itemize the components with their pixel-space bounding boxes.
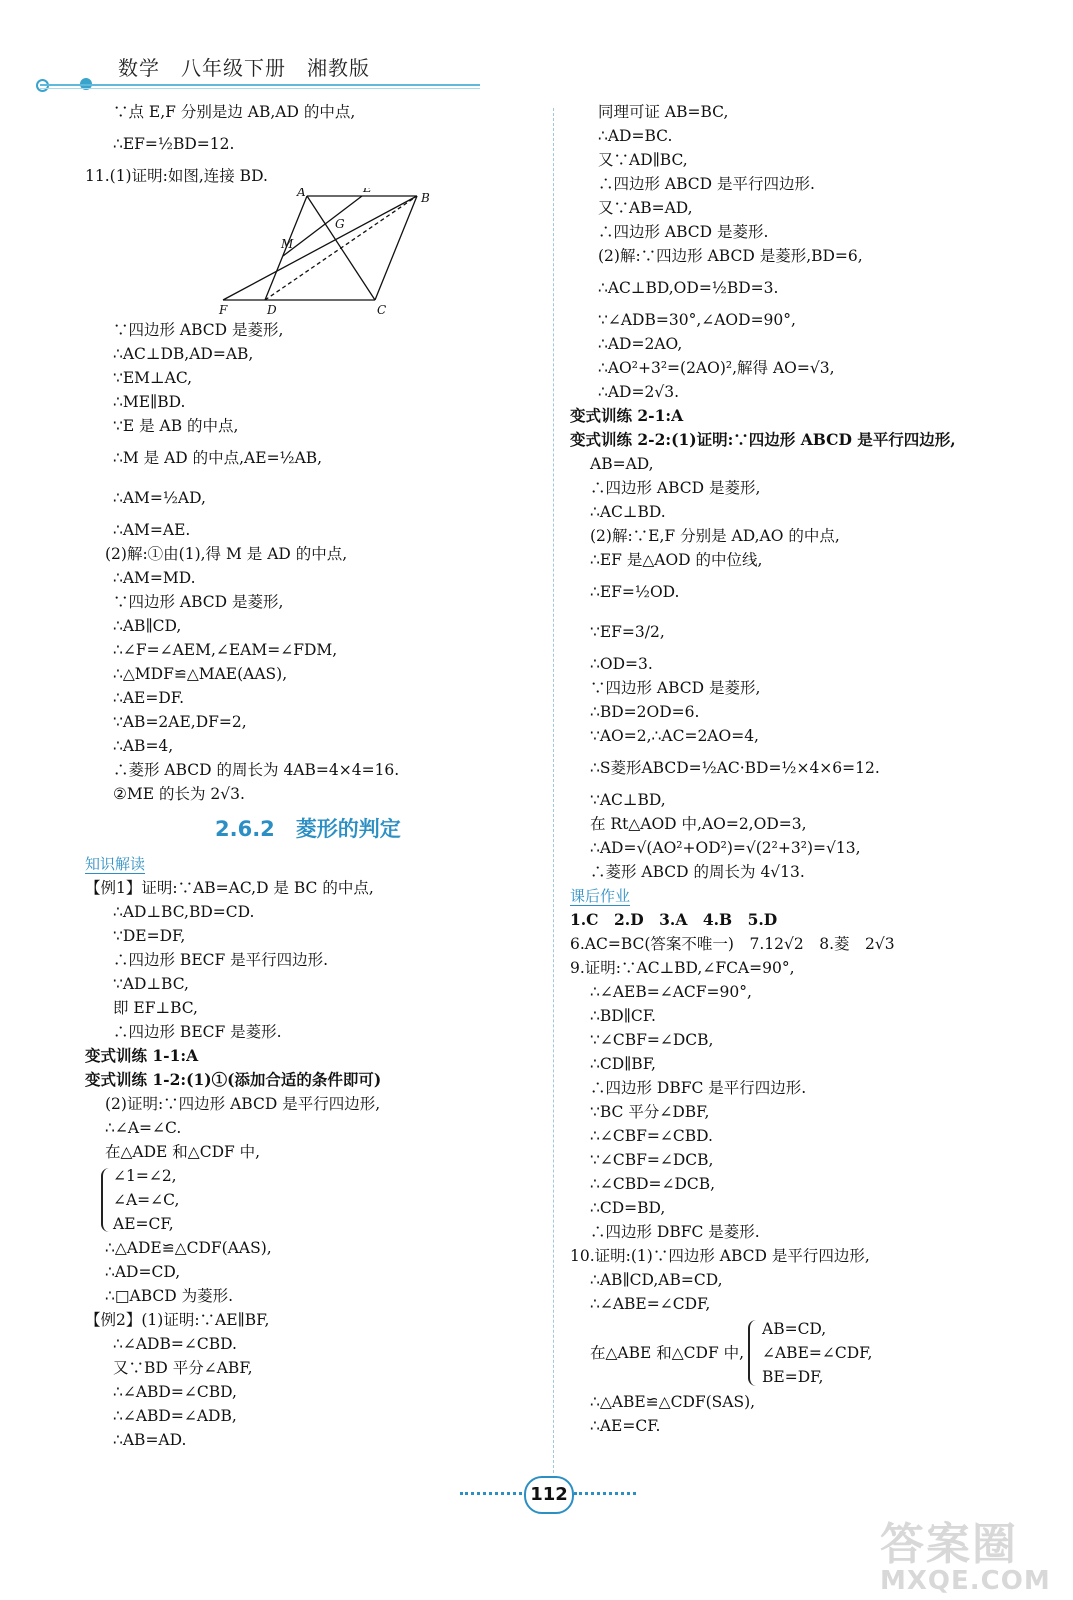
right-column — [570, 100, 1040, 1438]
text-line: ∴S菱形ABCD=½AC·BD=½×4×6=12. — [590, 759, 880, 777]
label-c: C — [377, 303, 387, 317]
text-line: ∴BD=2OD=6. — [590, 703, 700, 721]
text-line: ∴四边形 DBFC 是菱形. — [590, 1223, 760, 1241]
text-line: 10.证明:(1)∵四边形 ABCD 是平行四边形, — [570, 1247, 870, 1265]
subhead-homework — [570, 884, 1040, 908]
text-line: ∴AC⊥BD. — [590, 503, 666, 521]
text-line: ∵AD⊥BC, — [113, 975, 189, 993]
text-line: ∴菱形 ABCD 的周长为 4AB=4×4=16. — [113, 761, 400, 779]
text-line: ∴四边形 ABCD 是菱形, — [590, 479, 761, 497]
brace-line: ∠1=∠2, — [113, 1167, 177, 1185]
text-line: 变式训练 1-1:A — [85, 1046, 199, 1065]
brace-line: AE=CF, — [113, 1215, 174, 1233]
text-line: ∴四边形 DBFC 是平行四边形. — [590, 1079, 807, 1097]
text-line: ∵∠CBF=∠DCB, — [590, 1151, 714, 1169]
text-line: ∴四边形 ABCD 是菱形. — [598, 223, 769, 241]
text-line: 变式训练 2-2:(1)证明:∵四边形 ABCD 是平行四边形, — [570, 430, 956, 449]
text-line: ∴四边形 BECF 是菱形. — [113, 1023, 282, 1041]
text-line: ∴AD=CD, — [105, 1263, 181, 1281]
text-line: ∵四边形 ABCD 是菱形, — [590, 679, 761, 697]
text-line: ∴AB∥CD,AB=CD, — [590, 1271, 723, 1289]
brace-line: AB=CD, — [762, 1320, 827, 1338]
left-column — [85, 100, 545, 1452]
text-line: (2)解:①由(1),得 M 是 AD 的中点, — [105, 545, 348, 563]
text-line: ∴△ADE≌△CDF(AAS), — [105, 1239, 272, 1257]
text-line: AB=AD, — [590, 455, 654, 473]
text-line: ∵EF=3/2, — [590, 623, 665, 641]
text-line: ∴四边形 ABCD 是平行四边形. — [598, 175, 815, 193]
subhead-label: 课后作业 — [570, 887, 631, 905]
brace-line: ∠ABE=∠CDF, — [762, 1344, 873, 1362]
label-f: F — [219, 303, 228, 317]
watermark-logo-text: 答案圈 — [880, 1519, 1018, 1570]
text-line: 又∵BD 平分∠ABF, — [113, 1359, 253, 1377]
brace-mark — [748, 1320, 760, 1386]
text-line: (2)证明:∵四边形 ABCD 是平行四边形, — [105, 1095, 381, 1113]
sas-brace-group — [570, 1316, 1040, 1390]
text-line: ∵AB=2AE,DF=2, — [113, 713, 247, 731]
text-line: ∴四边形 BECF 是平行四边形. — [113, 951, 329, 969]
text-line: ∴AD=BC. — [598, 127, 673, 145]
text-line: ∴AO²+3²=(2AO)²,解得 AO=√3, — [598, 359, 835, 377]
page-footer — [460, 1472, 635, 1516]
text-line: 【例2】(1)证明:∵AE∥BF, — [85, 1311, 270, 1329]
text-line: 即 EF⊥BC, — [113, 999, 198, 1017]
text-line: ∴EF=½BD=12. — [113, 135, 235, 153]
condition-brace — [85, 1164, 545, 1236]
text-line: ∴AC⊥BD,OD=½BD=3. — [598, 279, 779, 297]
text-line: ∴AB∥CD, — [113, 617, 182, 635]
text-line: ∴AC⊥DB,AD=AB, — [113, 345, 254, 363]
text-line: ∴∠ADB=∠CBD. — [113, 1335, 237, 1353]
text-line: ∵四边形 ABCD 是菱形, — [113, 593, 284, 611]
text-line: ∵AO=2,∴AC=2AO=4, — [590, 727, 759, 745]
brace-line: BE=DF, — [762, 1368, 824, 1386]
text-line: ∴AD=2√3. — [598, 383, 679, 401]
text-line: ∴AE=DF. — [113, 689, 185, 707]
text-line: ∵BC 平分∠DBF, — [590, 1103, 710, 1121]
brace-lead: 在△ABE 和△CDF 中, — [590, 1344, 745, 1362]
text-line: ∴∠A=∠C. — [105, 1119, 182, 1137]
brace-line: ∠A=∠C, — [113, 1191, 180, 1209]
text-line: ∴∠ABE=∠CDF, — [590, 1295, 711, 1313]
watermark — [880, 1508, 1070, 1598]
text-line: 变式训练 2-1:A — [570, 406, 684, 425]
label-d: D — [267, 303, 277, 317]
header-rule — [40, 84, 480, 86]
subhead-label: 知识解读 — [85, 855, 146, 873]
page-header — [0, 0, 1073, 100]
text-line: ∵四边形 ABCD 是菱形, — [113, 321, 284, 339]
text-line: ∴AE=CF. — [590, 1417, 661, 1435]
text-line: ∴CD∥BF, — [590, 1055, 656, 1073]
text-line: ∴∠AEB=∠ACF=90°, — [590, 983, 752, 1001]
text-line: ∵∠CBF=∠DCB, — [590, 1031, 714, 1049]
text-line: ∴AM=MD. — [113, 569, 196, 587]
footer-dots-right — [574, 1492, 636, 1495]
label-g: G — [335, 217, 345, 231]
label-m: M — [281, 237, 294, 251]
text-line: ∴AB=4, — [113, 737, 174, 755]
text-line: ∴AM=AE. — [113, 521, 191, 539]
brace-mark — [101, 1168, 113, 1232]
text-line: 在△ADE 和△CDF 中, — [105, 1143, 261, 1161]
text-line: ∴∠ABD=∠ADB, — [113, 1407, 237, 1425]
text-line: ∴AB=AD. — [113, 1431, 187, 1449]
text-line: ∵EM⊥AC, — [113, 369, 193, 387]
text-line: ∴OD=3. — [590, 655, 653, 673]
text-line: 又∵AB=AD, — [598, 199, 693, 217]
text-line: ∴ME∥BD. — [113, 393, 186, 411]
text-line: 同理可证 AB=BC, — [598, 103, 729, 121]
text-line: ∴∠ABD=∠CBD, — [113, 1383, 237, 1401]
text-line: ∴CD=BD, — [590, 1199, 666, 1217]
label-b: B — [421, 191, 430, 205]
page-number: 112 — [524, 1476, 574, 1514]
text-line: ∴M 是 AD 的中点,AE=½AB, — [113, 449, 323, 467]
header-title: 数学 八年级下册 湘教版 — [118, 56, 370, 80]
header-rule-thin — [40, 88, 480, 89]
text-line: ∴菱形 ABCD 的周长为 4√13. — [590, 863, 805, 881]
text-line: 6.AC=BC(答案不唯一) 7.12√2 8.菱 2√3 — [570, 935, 895, 953]
text-line: ∵DE=DF, — [113, 927, 186, 945]
watermark-url: MXQE.COM — [880, 1566, 1051, 1596]
text-line: ∴AD=2AO, — [598, 335, 683, 353]
text-line: ∴∠F=∠AEM,∠EAM=∠FDM, — [113, 641, 338, 659]
text-line: ②ME 的长为 2√3. — [113, 785, 245, 803]
column-divider — [553, 108, 554, 1473]
footer-dots-left — [460, 1492, 522, 1495]
text-line: 9.证明:∵AC⊥BD,∠FCA=90°, — [570, 959, 795, 977]
text-line: ∴AD⊥BC,BD=CD. — [113, 903, 255, 921]
text-line: ∵点 E,F 分别是边 AB,AD 的中点, — [113, 103, 356, 121]
text-line: ∴AD=√(AO²+OD²)=√(2²+3²)=√13, — [590, 839, 861, 857]
text-line: 又∵AD∥BC, — [598, 151, 688, 169]
text-line: (2)解:∵四边形 ABCD 是菱形,BD=6, — [598, 247, 863, 265]
text-line: ∵∠ADB=30°,∠AOD=90°, — [598, 311, 796, 329]
rhombus-figure — [85, 188, 545, 318]
text-line: ∵AC⊥BD, — [590, 791, 666, 809]
label-a: A — [297, 188, 306, 199]
text-line: ∴AM=½AD, — [113, 489, 206, 507]
subhead-knowledge — [85, 852, 545, 876]
text-line: ∴∠CBD=∠DCB, — [590, 1175, 716, 1193]
label-e: E — [363, 188, 372, 195]
text-line: 1.C 2.D 3.A 4.B 5.D — [570, 910, 778, 929]
text-line: ∴△ABE≌△CDF(SAS), — [590, 1393, 756, 1411]
text-line: ∴BD∥CF. — [590, 1007, 656, 1025]
text-line: 变式训练 1-2:(1)①(添加合适的条件即可) — [85, 1070, 382, 1089]
text-line: ∴EF=½OD. — [590, 583, 680, 601]
text-line: ∵E 是 AB 的中点, — [113, 417, 239, 435]
text-line: 11.(1)证明:如图,连接 BD. — [85, 167, 268, 185]
section-title: 2.6.2 菱形的判定 — [215, 817, 401, 841]
text-line: ∴∠CBF=∠CBD. — [590, 1127, 713, 1145]
text-line: 【例1】证明:∵AB=AC,D 是 BC 的中点, — [85, 879, 374, 897]
text-line: ∴EF 是△AOD 的中位线, — [590, 551, 763, 569]
geometry-diagram — [85, 188, 545, 318]
text-line: 在 Rt△AOD 中,AO=2,OD=3, — [590, 815, 807, 833]
text-line: ∴△MDF≌△MAE(AAS), — [113, 665, 288, 683]
text-line: ∴□ABCD 为菱形. — [105, 1287, 234, 1305]
text-line: (2)解:∵E,F 分别是 AD,AO 的中点, — [590, 527, 840, 545]
